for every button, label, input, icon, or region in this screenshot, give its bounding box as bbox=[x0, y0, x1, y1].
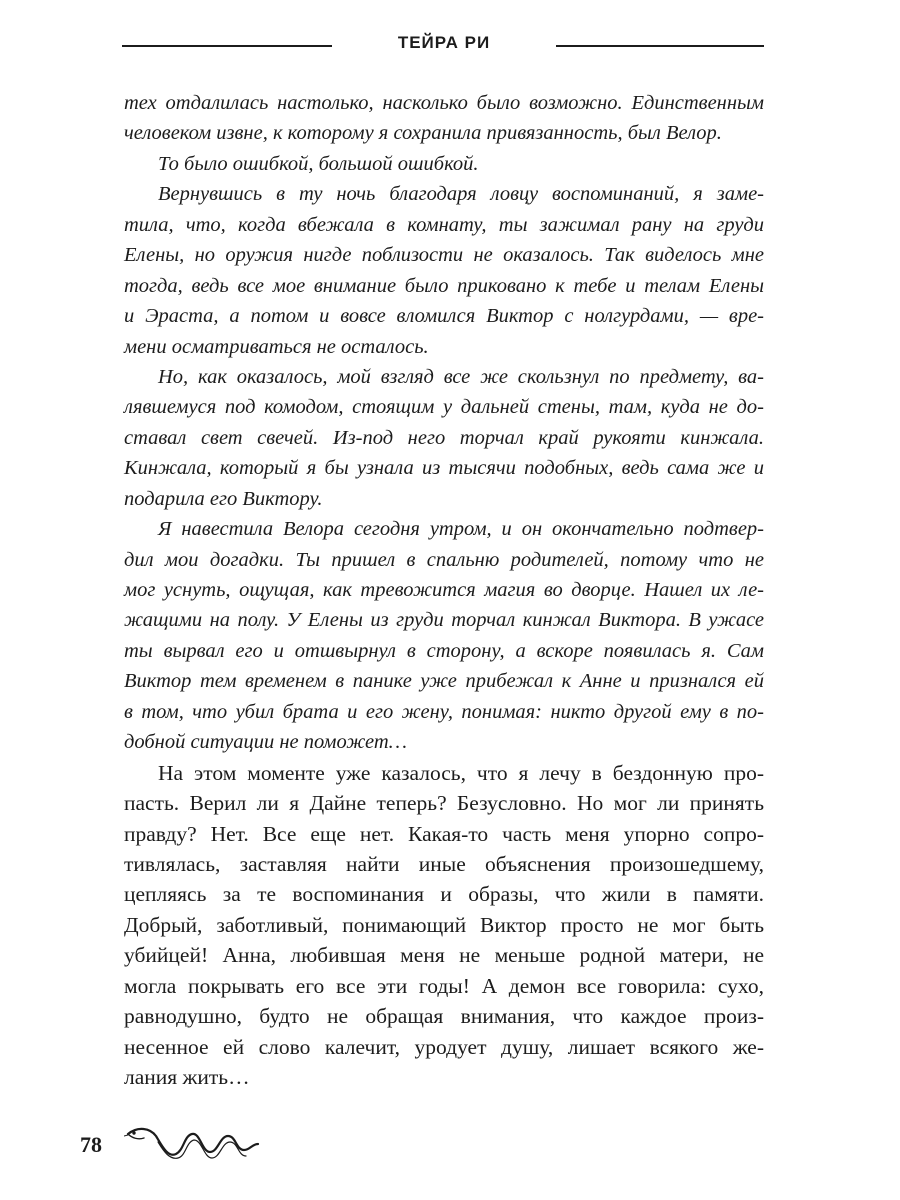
text-line: То было ошибкой, большой ошибкой. bbox=[158, 152, 479, 175]
text-line: лявшемуся под комодом, стоящим у дальней стены, там, куда не до- bbox=[124, 396, 764, 419]
text-line: Кинжала, который я бы узнала из тысячи подобных, ведь сама же и bbox=[124, 457, 764, 480]
text-line: убийцей! Анна, любившая меня не меньше родной матери, не bbox=[124, 943, 764, 968]
text-line: мог уснуть, ощущая, как тревожится магия во дворце. Нашел их ле- bbox=[124, 579, 764, 601]
text-line: тила, что, когда вбежала в комнату, ты зажимал рану на груди bbox=[124, 213, 764, 236]
text-line: тивлялась, заставляя найти иные объяснения произошедшему, bbox=[124, 851, 764, 876]
text-line: могла покрывать его все эти годы! А демон все говорила: сухо, bbox=[124, 973, 764, 998]
text-line: и Эраста, а потом и вовсе вломился Виктор с нолгурдами, — вре- bbox=[124, 305, 764, 328]
text-line: ставал свет свечей. Из-под него торчал край рукояти кинжала. bbox=[124, 426, 764, 449]
page-number: 78 bbox=[80, 1132, 102, 1157]
serpent-ornament-icon bbox=[124, 1118, 264, 1168]
text-line: добной ситуации не поможет… bbox=[124, 731, 407, 754]
running-header bbox=[122, 30, 764, 60]
text-line: несенное ей слово калечит, уродует душу, лишает всякого же- bbox=[124, 1034, 764, 1059]
header-rule-left bbox=[122, 45, 332, 47]
text-line: правду? Нет. Все еще нет. Какая-то часть меня упорно сопро- bbox=[124, 821, 764, 846]
text-line: Вернувшись в ту ночь благодаря ловцу воспоминаний, я заме- bbox=[158, 183, 764, 206]
page-footer bbox=[80, 1118, 380, 1178]
text-line: мени осматриваться не осталось. bbox=[124, 335, 429, 358]
text-line: тогда, ведь все мое внимание было приковано к тебе и телам Елены bbox=[124, 274, 764, 297]
text-line: Но, как оказалось, мой взгляд все же скользнул по предмету, ва- bbox=[158, 365, 764, 388]
page-body-text bbox=[124, 88, 764, 1092]
text-line: подарила его Виктору. bbox=[124, 487, 323, 510]
text-line: дил мои догадки. Ты пришел в спальню родителей, потому что не bbox=[124, 548, 764, 571]
text-line: На этом моменте уже казалось, что я лечу в бездонную про- bbox=[158, 760, 764, 785]
text-line: лания жить… bbox=[124, 1065, 250, 1089]
text-line: Виктор тем временем в панике уже прибежал к Анне и признался ей bbox=[124, 670, 764, 693]
text-line: тех отдалилась настолько, насколько было возможно. Единственным bbox=[124, 92, 764, 114]
header-author-title: ТЕЙРА РИ bbox=[397, 33, 491, 52]
text-line: ты вырвал его и отшвырнул в сторону, а вскоре появилась я. Сам bbox=[124, 639, 764, 662]
text-line: равнодушно, будто не обращая внимания, что каждое произ- bbox=[124, 1004, 764, 1029]
text-line: пасть. Верил ли я Дайне теперь? Безусловно. Но мог ли принять bbox=[124, 791, 764, 816]
text-line: человеком извне, к которому я сохранила привязанность, был Велор. bbox=[124, 122, 722, 145]
text-line: Добрый, заботливый, понимающий Виктор просто не мог быть bbox=[124, 912, 764, 937]
text-line: Я навестила Велора сегодня утром, и он окончательно подтвер- bbox=[158, 518, 764, 541]
text-line: Елены, но оружия нигде поблизости не оказалось. Так виделось мне bbox=[124, 244, 764, 267]
header-rule-right bbox=[556, 45, 764, 47]
text-line: цепляясь за те воспоминания и образы, что жили в памяти. bbox=[124, 882, 764, 907]
text-line: в том, что убил брата и его жену, понимая: никто другой ему в по- bbox=[124, 700, 764, 723]
text-line: жащими на полу. У Елены из груди торчал кинжал Виктора. В ужасе bbox=[124, 609, 764, 632]
